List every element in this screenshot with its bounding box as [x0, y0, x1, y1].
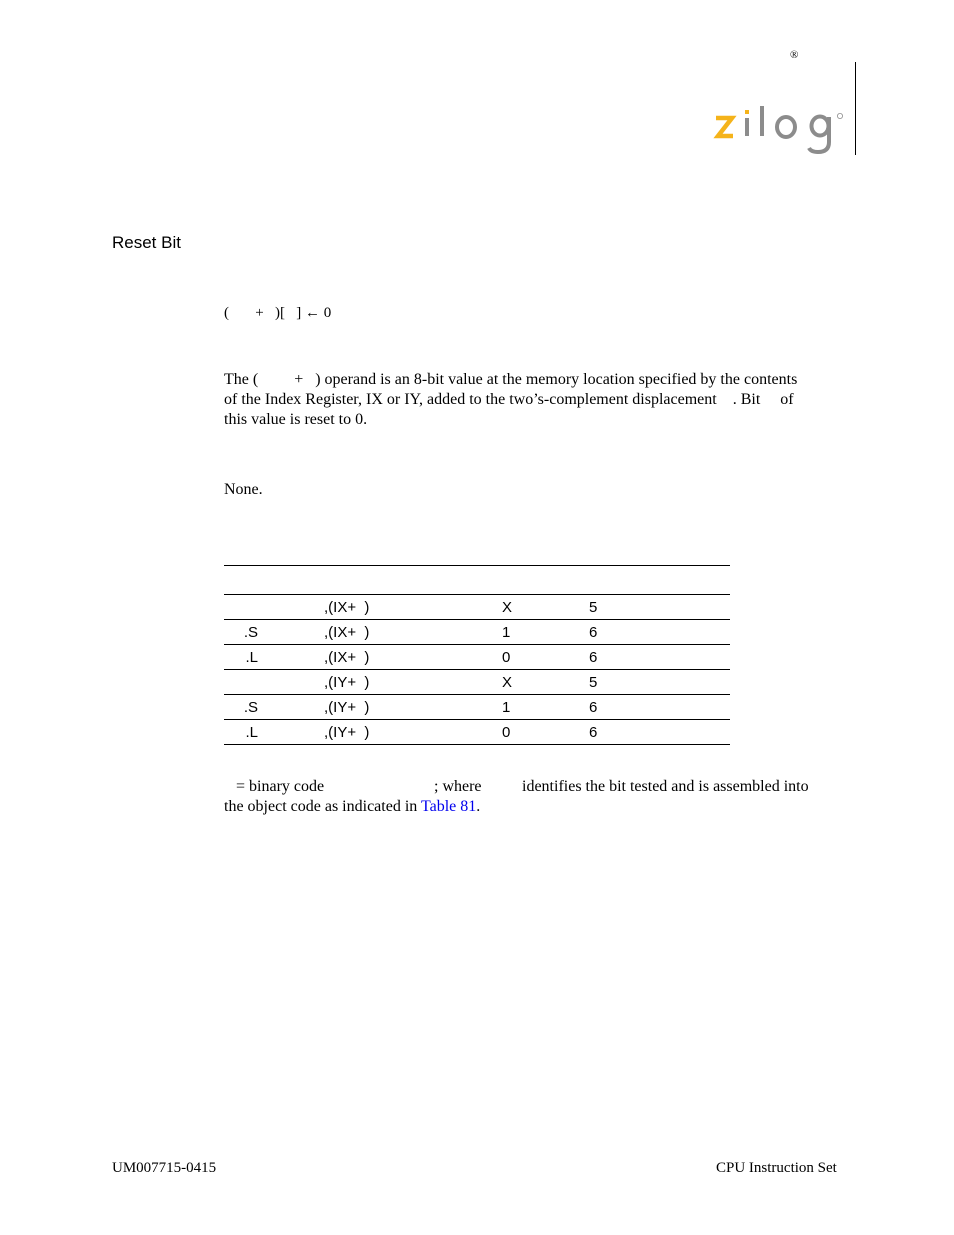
mnemonic-cell: .S	[224, 620, 258, 645]
table-row	[224, 670, 730, 695]
cycles-cell: 5	[589, 670, 713, 695]
table-header-cell	[589, 566, 713, 595]
note-text: identifies the bit tested and is assembled into	[522, 778, 809, 795]
table-header-cell	[502, 566, 589, 595]
adl-cell: X	[502, 670, 589, 695]
header-divider	[855, 62, 856, 155]
table-81-link[interactable]: Table 81	[420, 798, 477, 815]
table-header-cell	[258, 566, 502, 595]
table-row	[224, 645, 730, 670]
operand-cell: ,(IY+ )	[258, 695, 502, 720]
table-header-cell	[713, 566, 730, 595]
document-number: UM007715-0415	[112, 1160, 217, 1176]
opcode-cell	[713, 595, 730, 620]
operand-cell: ,(IY+ )	[258, 670, 502, 695]
mnemonic-cell	[224, 670, 258, 695]
opcode-cell	[713, 620, 730, 645]
cycles-cell: 6	[589, 620, 713, 645]
operand-cell: ,(IY+ )	[258, 720, 502, 745]
registered-mark: ®	[790, 49, 799, 61]
mnemonic-cell: .L	[224, 645, 258, 670]
adl-cell: 1	[502, 695, 589, 720]
table-row	[224, 695, 730, 720]
opcode-table	[224, 565, 730, 745]
note-paragraph	[224, 777, 836, 817]
adl-cell: 0	[502, 645, 589, 670]
description-line: of the Index Register, IX or IY, added to the two’s-complement displacement . Bit of	[224, 391, 794, 408]
adl-cell: 1	[502, 620, 589, 645]
cycles-cell: 6	[589, 645, 713, 670]
adl-cell: 0	[502, 720, 589, 745]
table-header-cell	[224, 566, 258, 595]
mnemonic-cell: .S	[224, 695, 258, 720]
note-text: .	[476, 798, 481, 815]
opcode-cell	[713, 695, 730, 720]
condition-bits-text: None.	[224, 481, 263, 498]
mnemonic-cell	[224, 595, 258, 620]
opcode-cell	[713, 670, 730, 695]
operand-cell: ,(IX+ )	[258, 645, 502, 670]
mnemonic-cell: .L	[224, 720, 258, 745]
description-line: this value is reset to 0.	[224, 411, 368, 428]
operation-formula: ( + )[ ] ← 0	[224, 305, 332, 321]
table-row	[224, 620, 730, 645]
operand-cell: ,(IX+ )	[258, 595, 502, 620]
cycles-cell: 6	[589, 695, 713, 720]
adl-cell: X	[502, 595, 589, 620]
chapter-name: CPU Instruction Set	[716, 1160, 837, 1176]
note-text: ; where	[434, 778, 482, 795]
section-title: Reset Bit	[112, 233, 181, 252]
table-row	[224, 595, 730, 620]
description-line: The ( + ) operand is an 8-bit value at the memory location specified by the contents	[224, 371, 798, 388]
zilog-logo	[712, 104, 846, 160]
opcode-cell	[713, 645, 730, 670]
description-paragraph	[224, 370, 836, 430]
note-line	[224, 797, 836, 817]
note-line	[224, 777, 836, 797]
cycles-cell: 5	[589, 595, 713, 620]
opcode-cell	[713, 720, 730, 745]
operand-cell: ,(IX+ )	[258, 620, 502, 645]
cycles-cell: 6	[589, 720, 713, 745]
table-header-row	[224, 566, 730, 595]
note-text: the object code as indicated in	[224, 798, 421, 815]
note-text: = binary code	[224, 778, 325, 795]
table-row	[224, 720, 730, 745]
